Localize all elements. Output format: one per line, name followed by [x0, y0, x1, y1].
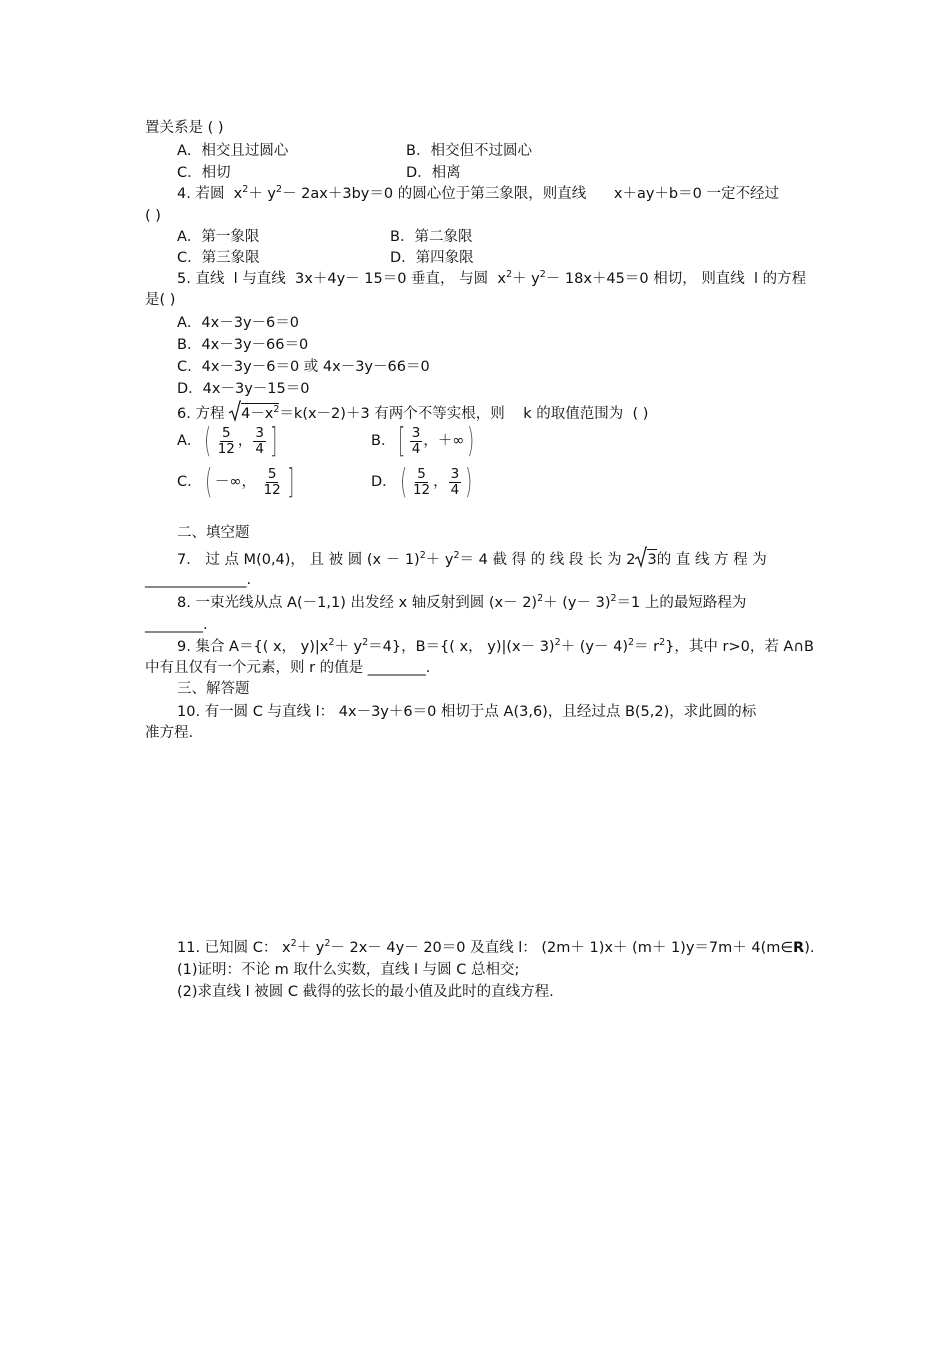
q4-text3: 一定不经过 — [706, 186, 779, 202]
q4-text1: 若圆 — [195, 186, 225, 202]
q3-option-a: A．相交且过圆心 — [177, 143, 289, 159]
q4-option-a: A．第一象限 — [177, 229, 260, 245]
fraction: $\frac{3}{4}$ — [411, 424, 421, 457]
q6-stem: 6. 方程 $4-x^2=k(x-2)+3$ 有两个不等实根，则 k 的取值范围为 ( ) — [177, 403, 648, 425]
q6-option-a: A． ( $\frac{5}{12}$ ， $\frac{3}{4}$ ] — [177, 421, 278, 461]
q4-option-b: B．第二象限 — [390, 229, 473, 245]
fraction: $\frac{5}{12}$ — [412, 465, 431, 498]
right-bracket-icon: ] — [286, 462, 295, 502]
q4-paren: ( ) — [145, 208, 161, 224]
q5-option-a: A．4x－3y－6＝0 — [177, 315, 299, 331]
left-paren-icon: ( — [204, 462, 212, 502]
fraction: $\frac{3}{4}$ — [255, 424, 264, 457]
q6-option-c: C． ( －∞， $\frac{5}{12}$ ] — [177, 462, 295, 502]
q5-stem-tail: 是( ) — [145, 292, 176, 308]
fraction: $\frac{3}{4}$ — [450, 465, 460, 498]
q10-stem-line2: 准方程. — [145, 725, 194, 741]
sqrt-sign: $4-x^2$ — [229, 403, 279, 425]
q6-option-d: D． ( $\frac{5}{12}$ ， $\frac{3}{4}$ ) — [371, 462, 473, 502]
fraction: $\frac{5}{12}$ — [263, 465, 281, 498]
q4-number: 4. — [177, 186, 191, 202]
radical-icon — [229, 400, 241, 422]
q5-stem: 5. 直线 l 与直线 3x＋4y－ 15＝0 垂直， 与圆 $x^2+ y^2- 18x+45=0$ 相切， 则直线 l 的方程 — [177, 269, 807, 287]
section-heading-fill-in: 二、填空题 — [177, 525, 250, 541]
q7-stem: 7． 过 点 M(0,4)， 且 被 圆 $(x - 1)^2+ y^2= 4$ 截 得 的 线 段 长 为 2 3的 直 线 方 程 为 — [177, 549, 767, 571]
q11-part1: (1)证明：不论 m 取什么实数，直线 l 与圆 C 总相交; — [177, 962, 520, 978]
left-paren-icon: ( — [399, 462, 407, 502]
q4-text2: 的圆心位于第三象限，则直线 — [397, 186, 587, 202]
section-heading-solve: 三、解答题 — [177, 681, 250, 697]
q3-option-d: D．相离 — [406, 165, 461, 181]
q3-option-c: C．相切 — [177, 165, 231, 181]
left-bracket-icon: [ — [398, 421, 406, 461]
q11-stem: 11. 已知圆 C： $x^2+ y^2- 2x- 4y- 20=0$ 及直线 l： (2m＋ 1)x＋ (m＋ 1)y＝7m＋ 4(m∈R). — [177, 938, 815, 956]
q4-option-c: C．第三象限 — [177, 250, 260, 266]
q3-stem-tail: 置关系是 ( ) — [145, 120, 224, 136]
q7-answer-blank[interactable]: ______________. — [145, 572, 252, 588]
fraction: $\frac{5}{12}$ — [217, 424, 235, 457]
right-paren-icon: ) — [465, 462, 473, 502]
q4-line-equation: x＋ay＋b＝0 — [613, 186, 702, 202]
q5-option-b: B．4x－3y－66＝0 — [177, 337, 309, 353]
q4-stem: 4. 若圆 $x^2+ y^2- 2ax+3by=0$ 的圆心位于第三象限，则直线 x＋ay＋b＝0 一定不经过 — [177, 184, 779, 202]
radical-icon — [635, 546, 647, 568]
sqrt-sign: 3 — [635, 549, 656, 569]
right-paren-icon: ) — [467, 421, 475, 461]
q6-option-b: B． [ $\frac{3}{4}$ ， ＋∞ ) — [371, 421, 475, 461]
right-bracket-icon: ] — [269, 421, 278, 461]
q8-answer-blank[interactable]: ________. — [145, 617, 208, 633]
q8-stem: 8. 一束光线从点 A(－1,1) 出发经 x 轴反射到圆 $(x- 2)^2+ (y- 3)^2=1$ 上的最短路程为 — [177, 593, 747, 611]
q5-option-d: D．4x－3y－15＝0 — [177, 381, 310, 397]
q4-option-d: D．第四象限 — [390, 250, 474, 266]
q5-option-c: C．4x－3y－6＝0 或 4x－3y－66＝0 — [177, 359, 430, 375]
q9-stem: 9. 集合 A＝{( x， $y)|x^2+ y^2=4$}，B＝{( x， $y)|(x- 3)^2+ (y- 4)^2= r^2$}，其中 r>0，若 A∩B — [177, 637, 814, 655]
q11-part2: (2)求直线 l 被圆 C 截得的弦长的最小值及此时的直线方程. — [177, 984, 554, 1000]
q10-stem: 10. 有一圆 C 与直线 l： 4x－3y＋6＝0 相切于点 A(3,6)，且经过点 B(5,2)，求此圆的标 — [177, 704, 757, 720]
q9-stem-line2: 中有且仅有一个元素，则 r 的值是 ________. — [145, 660, 431, 676]
q3-option-b: B．相交但不过圆心 — [406, 143, 532, 159]
left-paren-icon: ( — [204, 421, 212, 461]
